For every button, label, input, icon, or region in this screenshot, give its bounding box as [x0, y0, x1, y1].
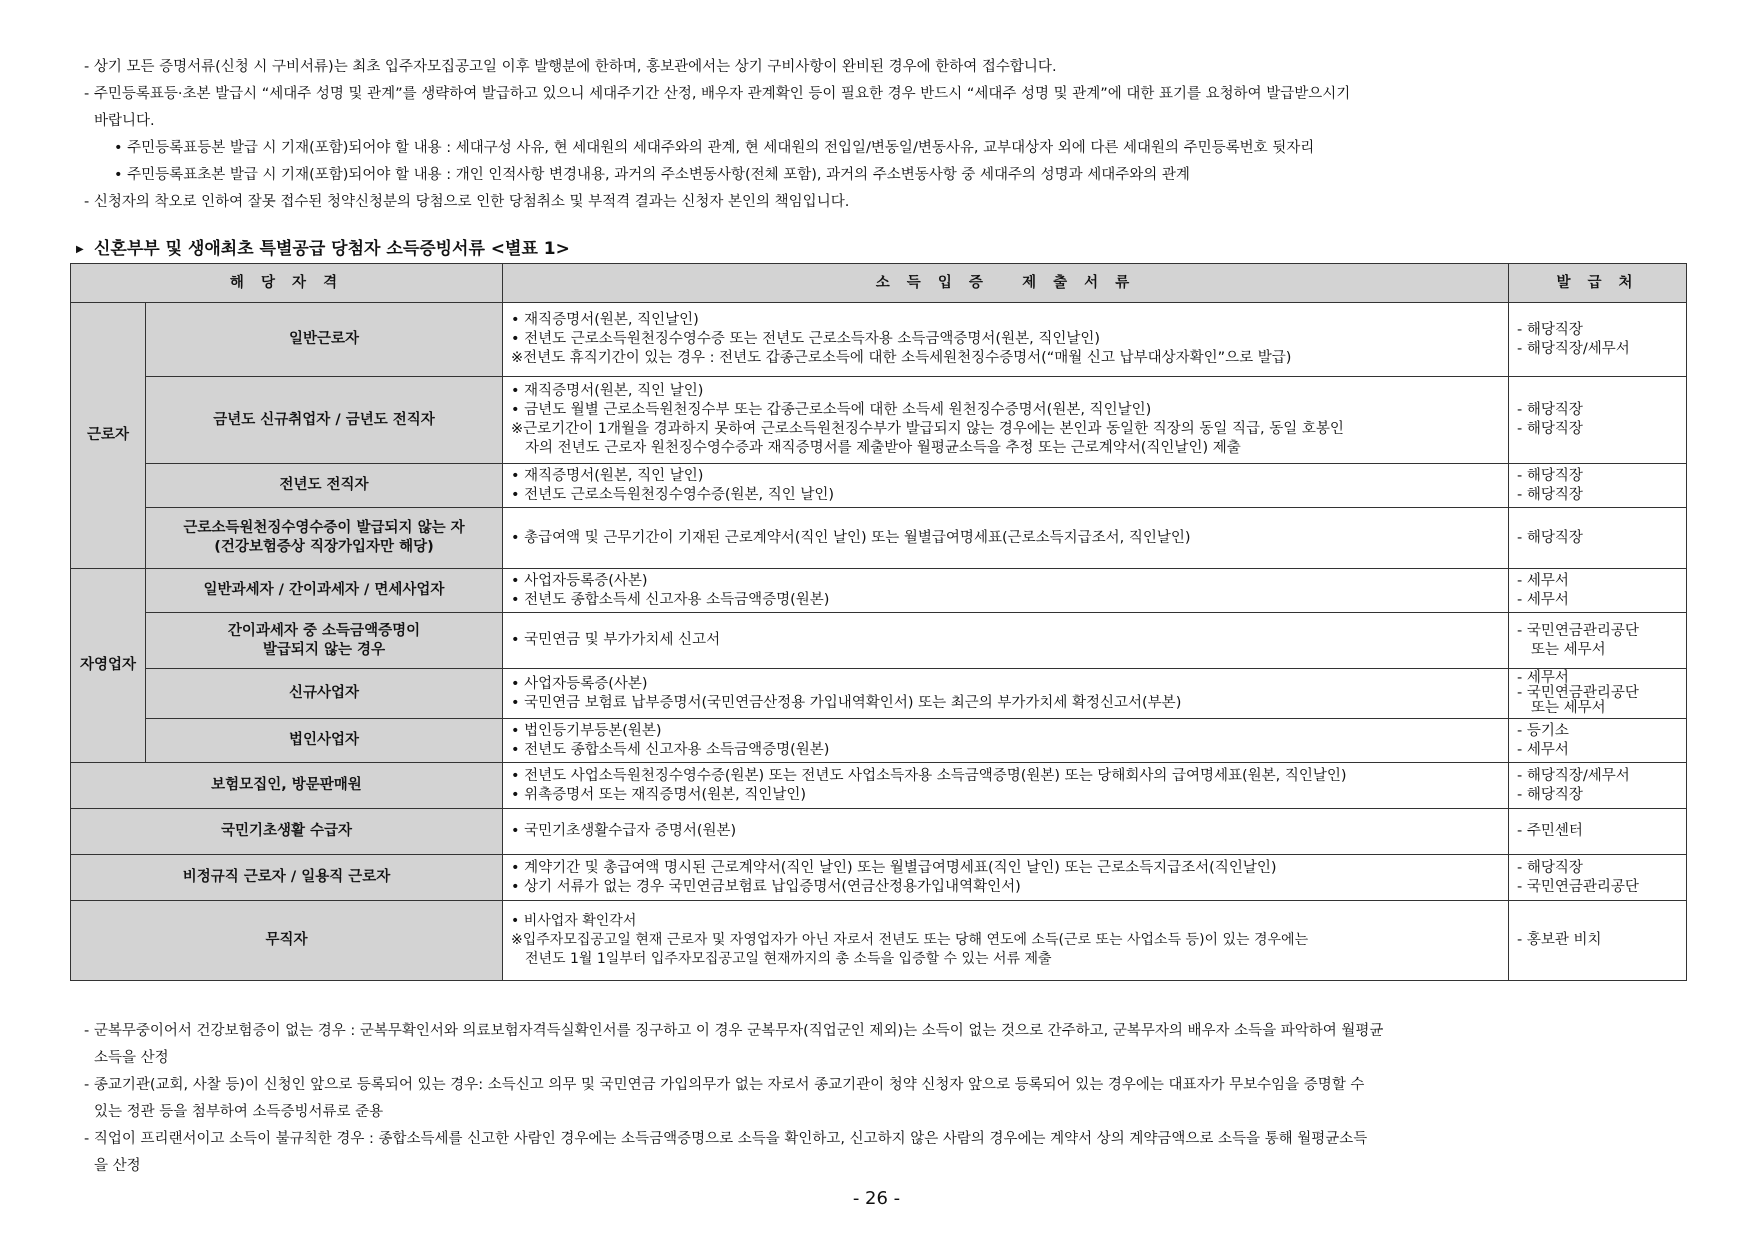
row-issuer — [1509, 613, 1687, 669]
row-issuer — [1509, 763, 1687, 809]
note-freelancer-cont: 을 산정 — [94, 1158, 141, 1174]
issuer-line: - 세무서 — [1517, 670, 1569, 686]
doc-line: • 계약기간 및 총급여액 명시된 근로계약서(직인 날인) 또는 월별급여명세표(직인 날인) 또는 근로소득지급조서(직인날인) — [511, 859, 1277, 876]
row-documents — [503, 508, 1509, 569]
doc-line: • 위촉증명서 또는 재직증명서(원본, 직인날인) — [511, 786, 807, 803]
row-label: 신규사업자 — [146, 669, 503, 719]
doc-line: • 재직증명서(원본, 직인 날인) — [511, 467, 704, 484]
doc-line: • 사업자등록증(사본) — [511, 572, 648, 589]
doc-line: • 비사업자 확인각서 — [511, 913, 637, 929]
row-issuer — [1509, 464, 1687, 508]
note-applicant-responsibility: - 신청자의 착오로 인하여 잘못 접수된 청약신청분의 당첨으로 인한 당첨취소 및 부적격 결과는 신청자 본인의 책임입니다. — [84, 194, 850, 210]
row-label — [146, 508, 503, 569]
header-issuer: 발 급 처 — [1509, 264, 1687, 303]
issuer-line: - 해당직장 — [1517, 786, 1583, 803]
row-issuer — [1509, 855, 1687, 901]
issuer-line: - 해당직장 — [1517, 859, 1583, 876]
header-documents: 소 득 입 증 제 출 서 류 — [503, 264, 1509, 303]
row-label: 비정규직 근로자 / 일용직 근로자 — [71, 855, 503, 901]
note-documents-validity: - 상기 모든 증명서류(신청 시 구비서류)는 최초 입주자모집공고일 이후 발행분에 한하며, 홍보관에서는 상기 구비사항이 완비된 경우에 한하여 접수합니다. — [84, 59, 1057, 75]
table-row — [71, 377, 1687, 464]
issuer-line: - 세무서 — [1517, 572, 1569, 589]
row-documents — [503, 569, 1509, 613]
page-number: - 26 - — [852, 1188, 901, 1209]
row-documents — [503, 669, 1509, 719]
row-documents — [503, 464, 1509, 508]
row-label — [146, 613, 503, 669]
group-self-employed: 자영업자 — [71, 569, 146, 763]
issuer-line: - 국민연금관리공단 — [1517, 878, 1639, 895]
issuer-line: - 해당직장 — [1517, 529, 1583, 546]
issuer-line: - 세무서 — [1517, 741, 1569, 758]
row-documents — [503, 855, 1509, 901]
issuer-line: - 해당직장 — [1517, 421, 1583, 437]
doc-line: • 전년도 사업소득원천징수영수증(원본) 또는 전년도 사업소득자용 소득금액증명(원본) 또는 당해회사의 급여명세표(원본, 직인날인) — [511, 767, 1347, 784]
issuer-line: - 해당직장/세무서 — [1517, 340, 1630, 357]
row-label: 법인사업자 — [146, 719, 503, 763]
note-religious-organization-cont: 있는 정관 등을 첨부하여 소득증빙서류로 준용 — [94, 1104, 384, 1120]
doc-line: 전년도 1월 1일부터 입주자모집공고일 현재까지의 총 소득을 입증할 수 있는 서류 제출 — [525, 951, 1052, 967]
issuer-line: 또는 세무서 — [1531, 700, 1606, 716]
table-row — [71, 809, 1687, 855]
section-title-text: 신혼부부 및 생애최초 특별공급 당첨자 소득증빙서류 <별표 1> — [94, 239, 570, 259]
row-documents — [503, 901, 1509, 981]
doc-line: ※전년도 휴직기간이 있는 경우 : 전년도 갑종근로소득에 대한 소득세원천징수증명서(“매월 신고 납부대상자확인”으로 발급) — [511, 350, 1292, 366]
doc-line: • 상기 서류가 없는 경우 국민연금보험료 납입증명서(연금산정용가입내역확인서) — [511, 878, 1021, 895]
row-issuer — [1509, 303, 1687, 377]
row-label: 보험모집인, 방문판매원 — [71, 763, 503, 809]
row-documents — [503, 613, 1509, 669]
note-military-service: - 군복무중이어서 건강보험증이 없는 경우 : 군복무확인서와 의료보험자격득실확인서를 징구하고 이 경우 군복무자(직업군인 제외)는 소득이 없는 것으로 간주하고, 군복무자의 배우자 소득을 파악하여 월평균 — [84, 1023, 1384, 1039]
group-worker: 근로자 — [71, 303, 146, 569]
header-qualification: 해 당 자 격 — [71, 264, 503, 303]
row-issuer — [1509, 809, 1687, 855]
issuer-line: - 국민연금관리공단 — [1517, 685, 1639, 701]
doc-line: • 전년도 근로소득원천징수영수증(원본, 직인 날인) — [511, 486, 835, 503]
row-issuer — [1509, 569, 1687, 613]
row-label: 국민기초생활 수급자 — [71, 809, 503, 855]
row-label: 금년도 신규취업자 / 금년도 전직자 — [146, 377, 503, 464]
note-religious-organization: - 종교기관(교회, 사찰 등)이 신청인 앞으로 등록되어 있는 경우: 소득신고 의무 및 국민연금 가입의무가 없는 자로서 종교기관이 청약 신청자 앞으로 등록되어 있는 경우에는 대표자가 무보수임을 증명할 수 — [84, 1077, 1365, 1093]
label-line: 발급되지 않는 경우 — [262, 641, 386, 658]
row-documents — [503, 809, 1509, 855]
doc-line: • 재직증명서(원본, 직인 날인) — [511, 383, 704, 399]
note-sub-abstract: • 주민등록표초본 발급 시 기재(포함)되어야 할 내용 : 개인 인적사항 변경내용, 과거의 주소변동사항(전체 포함), 과거의 주소변동사항 중 세대주의 성명과 세대주와의 관계 — [114, 167, 1190, 183]
doc-line: ※입주자모집공고일 현재 근로자 및 자영업자가 아닌 자로서 전년도 또는 당해 연도에 소득(근로 또는 사업소득 등)이 있는 경우에는 — [511, 932, 1309, 948]
issuer-line: 또는 세무서 — [1531, 641, 1606, 658]
row-label: 전년도 전직자 — [146, 464, 503, 508]
issuer-line: - 해당직장 — [1517, 321, 1583, 338]
doc-line: • 국민기초생활수급자 증명서(원본) — [511, 823, 737, 839]
doc-line: • 사업자등록증(사본) — [511, 675, 648, 692]
table-row — [71, 464, 1687, 508]
row-documents — [503, 719, 1509, 763]
note-military-service-cont: 소득을 산정 — [94, 1050, 169, 1066]
issuer-line: - 국민연금관리공단 — [1517, 622, 1639, 639]
doc-line: • 법인등기부등본(원본) — [511, 722, 662, 739]
note-sub-certificate: • 주민등록표등본 발급 시 기재(포함)되어야 할 내용 : 세대구성 사유, 현 세대원의 세대주와의 관계, 현 세대원의 전입일/변동일/변동사유, 교부대상자 외에 다른 세대원의 주민등록번호 뒷자리 — [114, 140, 1315, 156]
note-freelancer: - 직업이 프리랜서이고 소득이 불규칙한 경우 : 종합소득세를 신고한 사람인 경우에는 소득금액증명으로 소득을 확인하고, 신고하지 않은 사람의 경우에는 계약서 상의 계약금액으로 소득을 통해 월평균소득 — [84, 1131, 1368, 1147]
doc-line: • 재직증명서(원본, 직인날인) — [511, 312, 699, 328]
note-resident-registration-cont: 바랍니다. — [94, 113, 155, 129]
issuer-line: - 해당직장 — [1517, 486, 1583, 503]
table-row — [71, 855, 1687, 901]
doc-line: • 전년도 종합소득세 신고자용 소득금액증명(원본) — [511, 591, 830, 608]
table-row — [71, 613, 1687, 669]
row-issuer — [1509, 719, 1687, 763]
issuer-line: - 홍보관 비치 — [1517, 932, 1602, 948]
doc-line: • 국민연금 및 부가가치세 신고서 — [511, 632, 721, 648]
row-label: 일반과세자 / 간이과세자 / 면세사업자 — [146, 569, 503, 613]
label-line: (건강보험증상 직장가입자만 해당) — [214, 539, 434, 555]
label-line: 간이과세자 중 소득금액증명이 — [227, 622, 421, 639]
row-label: 일반근로자 — [146, 303, 503, 377]
row-issuer — [1509, 669, 1687, 719]
row-documents — [503, 303, 1509, 377]
bottom-notes — [84, 1018, 1704, 1180]
section-title — [76, 234, 570, 259]
note-resident-registration: - 주민등록표등·초본 발급시 “세대주 성명 및 관계”를 생략하여 발급하고 있으니 세대주기간 산정, 배우자 관계확인 등이 필요한 경우 반드시 “세대주 성명 및 관계”에 대한 표기를 요청하여 발급받으시기 — [84, 86, 1351, 102]
issuer-line: - 주민센터 — [1517, 823, 1583, 839]
issuer-line: - 해당직장 — [1517, 402, 1583, 418]
table-row — [71, 569, 1687, 613]
doc-line: • 금년도 월별 근로소득원천징수부 또는 갑종근로소득에 대한 소득세 원천징수증명서(원본, 직인날인) — [511, 402, 1152, 418]
label-line: 근로소득원천징수영수증이 발급되지 않는 자 — [183, 520, 465, 536]
doc-line: • 전년도 근로소득원천징수영수증 또는 전년도 근로소득자용 소득금액증명서(원본, 직인날인) — [511, 331, 1101, 347]
triangle-bullet-icon: ▶ — [76, 244, 84, 255]
issuer-line: - 해당직장/세무서 — [1517, 767, 1630, 784]
issuer-line: - 세무서 — [1517, 591, 1569, 608]
doc-line: • 전년도 종합소득세 신고자용 소득금액증명(원본) — [511, 741, 830, 758]
table-row — [71, 901, 1687, 981]
table-row — [71, 303, 1687, 377]
row-issuer — [1509, 901, 1687, 981]
doc-line: • 총급여액 및 근무기간이 기재된 근로계약서(직인 날인) 또는 월별급여명세표(근로소득지급조서, 직인날인) — [511, 529, 1191, 546]
row-documents — [503, 763, 1509, 809]
income-proof-table — [70, 263, 1687, 981]
table-row — [71, 763, 1687, 809]
table-row — [71, 508, 1687, 569]
table-header-row — [71, 264, 1687, 303]
issuer-line: - 해당직장 — [1517, 467, 1583, 484]
row-label: 무직자 — [71, 901, 503, 981]
table-row — [71, 669, 1687, 719]
row-issuer — [1509, 377, 1687, 464]
row-documents — [503, 377, 1509, 464]
top-notes — [84, 54, 1704, 216]
doc-line: 자의 전년도 근로자 원천징수영수증과 재직증명서를 제출받아 월평균소득을 추정 또는 근로계약서(직인날인) 제출 — [525, 440, 1241, 456]
issuer-line: - 등기소 — [1517, 722, 1569, 739]
doc-line: ※근로기간이 1개월을 경과하지 못하여 근로소득원천징수부가 발급되지 않는 경우에는 본인과 동일한 직장의 동일 직급, 동일 호봉인 — [511, 421, 1344, 437]
row-issuer — [1509, 508, 1687, 569]
doc-line: • 국민연금 보험료 납부증명서(국민연금산정용 가입내역확인서) 또는 최근의 부가가치세 확정신고서(부본) — [511, 694, 1182, 711]
table-row — [71, 719, 1687, 763]
